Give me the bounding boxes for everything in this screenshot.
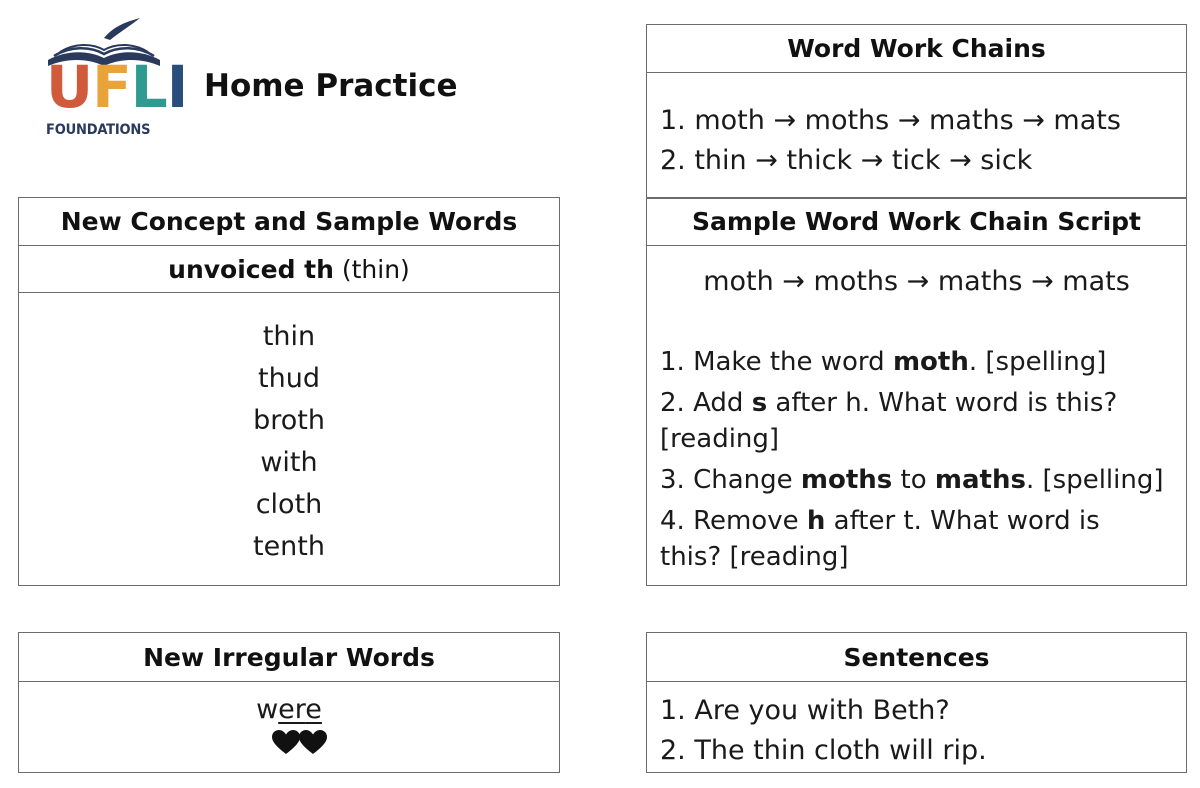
script-step-3: 3. Change moths to maths. [spelling] — [660, 465, 1164, 495]
concept-subtitle — [19, 246, 559, 293]
logo-letter-f: F — [92, 53, 131, 121]
ufli-logo — [44, 16, 188, 144]
logo-letter-i: I — [166, 53, 188, 121]
list-item: tenth — [252, 531, 325, 562]
heart-marks — [271, 729, 331, 755]
script-step-1: 1. Make the word moth. [spelling] — [660, 347, 1107, 377]
concept-title: New Concept and Sample Words — [19, 198, 559, 246]
concept-subtitle-rest: (thin) — [333, 254, 410, 284]
script-step-2: 2. Add s after h. What word is this? [reading] — [660, 388, 1118, 454]
irregular-word — [19, 693, 559, 727]
list-item: with — [260, 447, 318, 478]
irregular-word-part-3: e — [305, 694, 322, 725]
concept-box — [18, 197, 560, 586]
list-item: broth — [253, 405, 325, 436]
irregular-title: New Irregular Words — [19, 633, 559, 682]
concept-subtitle-bold: unvoiced th — [168, 254, 334, 284]
list-item: 2. The thin cloth will rip. — [660, 735, 987, 766]
logo-subtitle: FOUNDATIONS — [46, 122, 151, 138]
script-step-4: 4. Remove h after t. What word is this? [reading] — [660, 506, 1100, 572]
sentences-box — [646, 632, 1187, 773]
logo-letter-u: U — [46, 53, 93, 121]
irregular-word-part-1: w — [256, 694, 279, 725]
list-item: 1. moth → moths → maths → mats — [660, 105, 1121, 136]
script-chain: moth → moths → maths → mats — [703, 266, 1130, 297]
list-item: cloth — [255, 489, 323, 520]
logo-letter-l: L — [130, 53, 167, 121]
list-item: 2. thin → thick → tick → sick — [660, 145, 1033, 176]
irregular-word-part-2: er — [278, 694, 306, 725]
sentences-list — [660, 691, 987, 771]
chains-box — [646, 24, 1187, 199]
script-title: Sample Word Work Chain Script — [647, 198, 1186, 246]
page-title: Home Practice — [204, 68, 458, 104]
script-steps — [660, 344, 1163, 575]
concept-word-list — [19, 316, 559, 568]
script-box — [646, 197, 1187, 586]
heart-icon — [298, 729, 328, 755]
chains-list — [660, 101, 1121, 181]
sentences-title: Sentences — [647, 633, 1186, 682]
list-item: 1. Are you with Beth? — [660, 695, 950, 726]
heart-icon — [271, 729, 301, 755]
irregular-box — [18, 632, 560, 773]
chains-title: Word Work Chains — [647, 25, 1186, 73]
list-item: thin — [262, 321, 316, 352]
list-item: thud — [258, 363, 320, 394]
